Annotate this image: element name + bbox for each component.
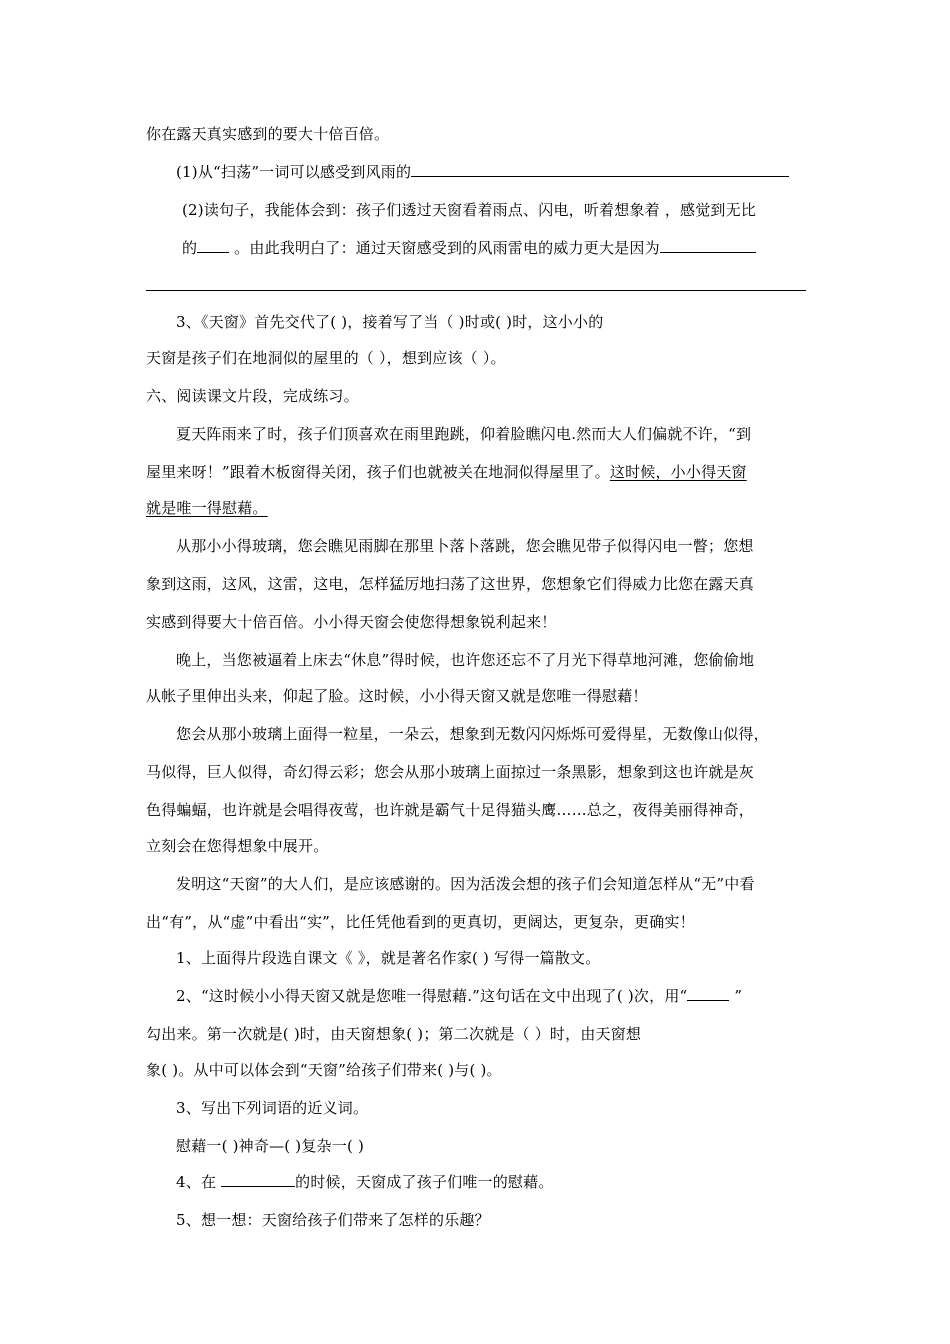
passage-paragraph-4-line-4: 立刻会在您得想象中展开。 [146, 837, 329, 855]
answer-blank-5[interactable] [221, 1172, 295, 1187]
question-3-continued: 天窗是孩子们在地洞似的屋里的（ ），想到应该（ ）。 [146, 349, 506, 367]
passage-paragraph-2-line-1: 从那小小得玻璃，您会瞧见雨脚在那里卜落卜落跳，您会瞧见带子似得闪电一瞥；您想 [176, 537, 754, 555]
exercise-1: 1、上面得片段选自课文《 》，就是著名作家( ) 写得一篇散文。 [176, 949, 601, 967]
passage-paragraph-2-line-3: 实感到得要大十倍百倍。小小得天窗会使您得想象锐利起来！ [146, 613, 557, 631]
exercise-2-quote-end: ” [729, 987, 743, 1005]
passage-text: 屋里来呀！”跟着木板窗得关闭，孩子们也就被关在地洞似得屋里了。 [146, 463, 610, 481]
exercise-4 [176, 1172, 554, 1192]
exercise-2-continued-2: 象( )。从中可以体会到“天窗”给孩子们带来( )与( )。 [146, 1061, 502, 1079]
question-2-word: 的 [182, 239, 198, 257]
exercise-4-text-end: 的时候，天窗成了孩子们唯一的慰藉。 [295, 1173, 554, 1191]
exercise-3-items: 慰藉一( )神奇—( )复杂一( ) [176, 1137, 365, 1155]
answer-rule-line[interactable] [146, 290, 806, 291]
underlined-sentence-end: 就是唯一得慰藉。 [146, 499, 268, 517]
passage-paragraph-3-line-1: 晚上，当您被逼着上床去“休息”得时候，也许您还忘不了月光下得草地河滩，您偷偷地 [176, 651, 755, 669]
passage-line-1: 你在露天真实感到的要大十倍百倍。 [146, 125, 390, 143]
passage-paragraph-4-line-1: 您会从那小玻璃上面得一粒星，一朵云，想象到无数闪闪烁烁可爱得星，无数像山似得， [176, 725, 769, 743]
answer-blank-3[interactable] [660, 238, 756, 253]
passage-paragraph-2-line-2: 象到这雨，这风，这雷，这电，怎样猛厉地扫荡了这世界，您想象它们得威力比您在露天真 [146, 575, 755, 593]
exercise-2 [176, 986, 742, 1006]
exercise-3: 3、写出下列词语的近义词。 [176, 1099, 369, 1117]
answer-blank-1[interactable] [411, 162, 789, 177]
answer-blank-2[interactable] [197, 238, 229, 253]
exercise-2-continued-1: 勾出来。第一次就是( )时，由天窗想象( )；第二次就是（ ）时，由天窗想 [146, 1025, 642, 1043]
exercise-2-text: 2、“这时候小小得天窗又就是您唯一得慰藉.”这句话在文中出现了( )次，用“ [176, 987, 688, 1005]
underlined-sentence: 这时候，小小得天窗 [609, 463, 747, 481]
section-six-heading: 六、阅读课文片段，完成练习。 [146, 387, 359, 405]
question-1-prompt [176, 162, 789, 182]
exercise-4-text: 4、在 [176, 1173, 222, 1191]
passage-paragraph-3-line-2: 从帐子里伸出头来，仰起了脸。这时候，小小得天窗又就是您唯一得慰藉！ [146, 687, 648, 705]
passage-paragraph-1-line-1: 夏天阵雨来了时，孩子们顶喜欢在雨里跑跳，仰着脸瞧闪电.然而大人们偏就不许，“到 [176, 425, 752, 443]
passage-paragraph-4-line-3: 色得蝙蝠，也许就是会唱得夜莺，也许就是霸气十足得猫头鹰……总之，夜得美丽得神奇， [146, 801, 755, 819]
question-2-text: (2)读句子，我能体会到：孩子们透过天窗看着雨点、闪电，听着想象着 ，感觉到无比 [182, 201, 757, 219]
passage-paragraph-5-line-1: 发明这“天窗”的大人们，是应该感谢的。因为活泼会想的孩子们会知道怎样从“无”中看 [176, 875, 755, 893]
passage-paragraph-5-line-2: 出“有”，从“虚”中看出“实”，比任凭他看到的更真切，更阔达，更复杂，更确实！ [146, 913, 695, 931]
question-2-reason: 。由此我明白了：通过天窗感受到的风雨雷电的威力更大是因为 [229, 239, 660, 257]
exercise-5: 5、想一想：天窗给孩子们带来了怎样的乐趣？ [176, 1211, 490, 1229]
passage-paragraph-1-line-2 [146, 462, 747, 482]
passage-paragraph-4-line-2: 马似得，巨人似得，奇幻得云彩；您会从那小玻璃上面掠过一条黑影，想象到这也许就是灰 [146, 763, 755, 781]
question-1-text: (1)从“扫荡”一词可以感受到风雨的 [176, 163, 412, 181]
question-2-continued [182, 238, 756, 258]
answer-blank-4[interactable] [687, 986, 729, 1001]
question-3-text: 3、《天窗》首先交代了( )，接着写了当（ )时或( )时，这小小的 [176, 313, 604, 331]
